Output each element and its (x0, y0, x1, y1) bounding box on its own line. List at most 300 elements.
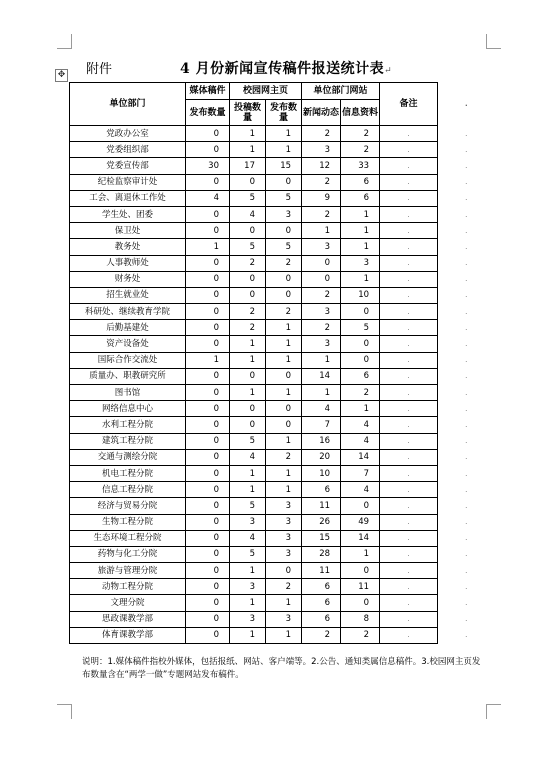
table-move-handle-icon[interactable]: ✥ (55, 69, 68, 82)
submit-count-cell: 17 (230, 158, 266, 174)
end-of-row-mark (438, 206, 495, 222)
unit-name-cell: 人事教师处 (70, 255, 186, 271)
info-count-cell: 2 (341, 126, 380, 142)
submit-count-cell: 0 (230, 368, 266, 384)
unit-name-cell: 信息工程分院 (70, 482, 186, 498)
submit-count-cell: 0 (230, 401, 266, 417)
media-count-cell: 0 (186, 320, 230, 336)
table-header-row (70, 83, 495, 100)
remark-cell (380, 498, 438, 514)
unit-name-cell: 经济与贸易分院 (70, 498, 186, 514)
remark-cell (380, 126, 438, 142)
publish-count-cell: 15 (266, 158, 302, 174)
cell-mark: . (465, 323, 468, 332)
cell-mark: . (407, 469, 410, 478)
end-of-row-mark (438, 498, 495, 514)
unit-name-cell: 党政办公室 (70, 126, 186, 142)
remark-cell (380, 546, 438, 562)
table-row (70, 546, 495, 562)
cell-mark: . (465, 145, 468, 154)
publish-count-cell: 5 (266, 239, 302, 255)
cell-mark: . (407, 582, 410, 591)
submit-count-cell: 2 (230, 255, 266, 271)
cell-mark: . (407, 437, 410, 446)
cell-mark: . (465, 340, 468, 349)
remark-cell (380, 530, 438, 546)
submit-count-cell: 1 (230, 627, 266, 643)
cell-mark: . (465, 518, 468, 527)
cell-mark: . (407, 453, 410, 462)
cell-mark: . (407, 615, 410, 624)
cell-mark: . (407, 372, 410, 381)
cell-mark: . (465, 161, 468, 170)
news-count-cell: 0 (302, 271, 341, 287)
end-of-row-mark (438, 271, 495, 287)
publish-count-cell: 0 (266, 401, 302, 417)
publish-count-cell: 3 (266, 546, 302, 562)
publish-count-cell: 1 (266, 126, 302, 142)
media-count-cell: 0 (186, 271, 230, 287)
submit-count-cell: 1 (230, 595, 266, 611)
end-of-row-mark (438, 255, 495, 271)
media-count-cell: 0 (186, 433, 230, 449)
end-of-row-mark (438, 530, 495, 546)
cell-mark: . (465, 259, 468, 268)
publish-count-cell: 1 (266, 433, 302, 449)
submit-count-cell: 1 (230, 465, 266, 481)
cell-mark: . (407, 226, 410, 235)
end-of-row-mark (438, 546, 495, 562)
news-count-cell: 10 (302, 465, 341, 481)
media-count-cell: 0 (186, 514, 230, 530)
news-count-cell: 1 (302, 223, 341, 239)
cell-mark: . (465, 631, 468, 640)
end-of-row-mark (438, 190, 495, 206)
unit-name-cell: 资产设备处 (70, 336, 186, 352)
submit-count-cell: 3 (230, 579, 266, 595)
unit-name-cell: 文理分院 (70, 595, 186, 611)
end-of-row-mark (438, 174, 495, 190)
info-count-cell: 33 (341, 158, 380, 174)
media-count-cell: 0 (186, 417, 230, 433)
media-count-cell: 0 (186, 336, 230, 352)
publish-count-cell: 1 (266, 627, 302, 643)
unit-name-cell: 动物工程分院 (70, 579, 186, 595)
remark-cell (380, 190, 438, 206)
cell-mark: . (465, 210, 468, 219)
submit-count-cell: 5 (230, 190, 266, 206)
submit-count-cell: 4 (230, 206, 266, 222)
end-of-row-mark (438, 385, 495, 401)
media-count-cell: 0 (186, 595, 230, 611)
info-count-cell: 5 (341, 320, 380, 336)
news-count-cell: 9 (302, 190, 341, 206)
remark-cell (380, 206, 438, 222)
cell-mark: . (407, 404, 410, 413)
info-count-cell: 4 (341, 433, 380, 449)
table-row (70, 579, 495, 595)
cell-mark: . (407, 550, 410, 559)
unit-name-cell: 生态环境工程分院 (70, 530, 186, 546)
remark-cell (380, 304, 438, 320)
info-count-cell: 14 (341, 530, 380, 546)
table-body (70, 126, 495, 644)
info-count-cell: 1 (341, 271, 380, 287)
info-count-cell: 1 (341, 401, 380, 417)
cell-mark: . (465, 226, 468, 235)
cell-mark: . (407, 631, 410, 640)
news-count-cell: 6 (302, 482, 341, 498)
submit-count-cell: 1 (230, 385, 266, 401)
submit-count-cell: 1 (230, 142, 266, 158)
table-row (70, 174, 495, 190)
info-count-cell: 1 (341, 546, 380, 562)
news-count-cell: 3 (302, 304, 341, 320)
media-count-cell: 0 (186, 126, 230, 142)
table-row (70, 563, 495, 579)
news-count-cell: 2 (302, 206, 341, 222)
unit-name-cell: 机电工程分院 (70, 465, 186, 481)
cell-mark: . (465, 129, 468, 138)
info-count-cell: 49 (341, 514, 380, 530)
news-count-cell: 11 (302, 498, 341, 514)
cell-mark: . (407, 161, 410, 170)
news-count-cell: 11 (302, 563, 341, 579)
publish-count-cell: 0 (266, 271, 302, 287)
cell-mark: . (407, 501, 410, 510)
media-count-cell: 0 (186, 546, 230, 562)
header-info: 信息资料 (341, 100, 380, 126)
unit-name-cell: 教务处 (70, 239, 186, 255)
cell-mark: . (407, 307, 410, 316)
footnote: 说明：1.媒体稿件指校外媒体，包括报纸、网站、客户端等。2.公告、通知类属信息稿件。3.校园网主页发布数量含在“两学一做”专题网站发布稿件。 (82, 657, 481, 680)
header-dept-site-group: 单位部门网站 (302, 83, 380, 100)
submit-count-cell: 1 (230, 352, 266, 368)
page-corner-mark-bottom-left (57, 704, 72, 719)
news-count-cell: 26 (302, 514, 341, 530)
submit-count-cell: 0 (230, 271, 266, 287)
cell-mark: . (407, 518, 410, 527)
media-count-cell: 0 (186, 530, 230, 546)
unit-name-cell: 党委组织部 (70, 142, 186, 158)
unit-name-cell: 党委宣传部 (70, 158, 186, 174)
info-count-cell: 6 (341, 174, 380, 190)
media-count-cell: 0 (186, 223, 230, 239)
end-of-row-mark (438, 401, 495, 417)
publish-count-cell: 0 (266, 417, 302, 433)
table-row (70, 627, 495, 643)
end-of-row-mark (438, 417, 495, 433)
publish-count-cell: 0 (266, 287, 302, 303)
cell-mark: . (464, 100, 468, 108)
submit-count-cell: 1 (230, 563, 266, 579)
news-count-cell: 14 (302, 368, 341, 384)
end-of-row-mark (438, 223, 495, 239)
cell-mark: . (465, 356, 468, 365)
table-row (70, 482, 495, 498)
publish-count-cell: 2 (266, 579, 302, 595)
info-count-cell: 2 (341, 627, 380, 643)
cell-mark: . (407, 242, 410, 251)
media-count-cell: 0 (186, 579, 230, 595)
publish-count-cell: 0 (266, 563, 302, 579)
media-count-cell: 0 (186, 304, 230, 320)
remark-cell (380, 352, 438, 368)
media-count-cell: 0 (186, 142, 230, 158)
remark-cell (380, 239, 438, 255)
cell-mark: . (407, 194, 410, 203)
info-count-cell: 0 (341, 563, 380, 579)
cell-mark: . (465, 469, 468, 478)
news-count-cell: 15 (302, 530, 341, 546)
publish-count-cell: 1 (266, 352, 302, 368)
info-count-cell: 10 (341, 287, 380, 303)
info-count-cell: 11 (341, 579, 380, 595)
news-count-cell: 2 (302, 320, 341, 336)
unit-name-cell: 学生处、团委 (70, 206, 186, 222)
cell-mark: . (465, 242, 468, 251)
remark-cell (380, 514, 438, 530)
header-publish-count: 发布数量 (266, 100, 302, 126)
cell-mark: . (465, 178, 468, 187)
submit-count-cell: 0 (230, 174, 266, 190)
info-count-cell: 1 (341, 223, 380, 239)
remark-cell (380, 271, 438, 287)
submit-count-cell: 5 (230, 433, 266, 449)
cell-mark: . (465, 615, 468, 624)
media-count-cell: 0 (186, 611, 230, 627)
unit-name-cell: 保卫处 (70, 223, 186, 239)
cell-mark: . (407, 566, 410, 575)
remark-cell (380, 627, 438, 643)
cell-mark: . (407, 178, 410, 187)
publish-count-cell: 2 (266, 449, 302, 465)
remark-cell (380, 449, 438, 465)
table-row (70, 287, 495, 303)
news-count-cell: 7 (302, 417, 341, 433)
remark-cell (380, 611, 438, 627)
publish-count-cell: 1 (266, 465, 302, 481)
media-count-cell: 0 (186, 498, 230, 514)
unit-name-cell: 药物与化工分院 (70, 546, 186, 562)
header-news: 新闻动态 (302, 100, 341, 126)
submit-count-cell: 3 (230, 611, 266, 627)
remark-cell (380, 433, 438, 449)
header-homepage-group: 校园网主页 (230, 83, 302, 100)
cell-mark: . (465, 485, 468, 494)
end-of-row-mark (438, 320, 495, 336)
unit-name-cell: 纪检监察审计处 (70, 174, 186, 190)
remark-cell (380, 336, 438, 352)
cell-mark: . (407, 340, 410, 349)
submit-count-cell: 4 (230, 449, 266, 465)
news-count-cell: 2 (302, 174, 341, 190)
unit-name-cell: 工会、离退休工作处 (70, 190, 186, 206)
news-count-cell: 3 (302, 336, 341, 352)
remark-cell (380, 465, 438, 481)
cell-mark: . (407, 129, 410, 138)
cell-mark: . (407, 275, 410, 284)
cell-mark: . (465, 388, 468, 397)
end-of-row-mark (438, 611, 495, 627)
header-media-count: 发布数量 (186, 100, 230, 126)
publish-count-cell: 2 (266, 304, 302, 320)
end-of-row-mark (438, 83, 495, 126)
news-count-cell: 1 (302, 385, 341, 401)
table-row (70, 239, 495, 255)
header-media-group: 媒体稿件 (186, 83, 230, 100)
publish-count-cell: 0 (266, 174, 302, 190)
unit-name-cell: 水利工程分院 (70, 417, 186, 433)
unit-name-cell: 国际合作交流处 (70, 352, 186, 368)
cell-mark: . (407, 291, 410, 300)
table-row (70, 336, 495, 352)
media-count-cell: 1 (186, 352, 230, 368)
table-row (70, 385, 495, 401)
paragraph-mark-icon: ↵ (384, 66, 393, 76)
news-count-cell: 12 (302, 158, 341, 174)
page-corner-mark-bottom-right (486, 704, 501, 719)
cell-mark: . (407, 356, 410, 365)
unit-name-cell: 建筑工程分院 (70, 433, 186, 449)
media-count-cell: 0 (186, 174, 230, 190)
unit-name-cell: 后勤基建处 (70, 320, 186, 336)
remark-cell (380, 401, 438, 417)
info-count-cell: 2 (341, 142, 380, 158)
unit-name-cell: 图书馆 (70, 385, 186, 401)
page-corner-mark-top-left (57, 34, 72, 49)
news-count-cell: 4 (302, 401, 341, 417)
media-count-cell: 0 (186, 563, 230, 579)
table-row (70, 595, 495, 611)
cell-mark: . (465, 566, 468, 575)
publish-count-cell: 0 (266, 368, 302, 384)
unit-name-cell: 体育课教学部 (70, 627, 186, 643)
info-count-cell: 8 (341, 611, 380, 627)
info-count-cell: 0 (341, 336, 380, 352)
submit-count-cell: 2 (230, 304, 266, 320)
end-of-row-mark (438, 514, 495, 530)
cell-mark: . (407, 599, 410, 608)
attachment-label: 附件 (86, 62, 113, 77)
end-of-row-mark (438, 368, 495, 384)
remark-cell (380, 158, 438, 174)
unit-name-cell: 科研处、继续教育学院 (70, 304, 186, 320)
table-row (70, 368, 495, 384)
publish-count-cell: 3 (266, 530, 302, 546)
publish-count-cell: 3 (266, 514, 302, 530)
submit-count-cell: 3 (230, 514, 266, 530)
table-row (70, 530, 495, 546)
cell-mark: . (465, 437, 468, 446)
table-row (70, 433, 495, 449)
publish-count-cell: 2 (266, 255, 302, 271)
submit-count-cell: 1 (230, 336, 266, 352)
media-count-cell: 0 (186, 449, 230, 465)
cell-mark: . (407, 485, 410, 494)
news-count-cell: 2 (302, 126, 341, 142)
cell-mark: . (465, 453, 468, 462)
news-count-cell: 16 (302, 433, 341, 449)
media-count-cell: 1 (186, 239, 230, 255)
table-row (70, 417, 495, 433)
info-count-cell: 7 (341, 465, 380, 481)
end-of-row-mark (438, 304, 495, 320)
cell-mark: . (465, 550, 468, 559)
table-row (70, 449, 495, 465)
end-of-row-mark (438, 158, 495, 174)
cell-mark: . (465, 291, 468, 300)
info-count-cell: 14 (341, 449, 380, 465)
table-row (70, 255, 495, 271)
remark-cell (380, 223, 438, 239)
info-count-cell: 3 (341, 255, 380, 271)
cell-mark: . (465, 599, 468, 608)
remark-cell (380, 142, 438, 158)
publish-count-cell: 3 (266, 498, 302, 514)
header-submit-count: 投稿数量 (230, 100, 266, 126)
news-count-cell: 6 (302, 579, 341, 595)
unit-name-cell: 网络信息中心 (70, 401, 186, 417)
table-row (70, 611, 495, 627)
submit-count-cell: 1 (230, 126, 266, 142)
page-title-text: 4 月份新闻宣传稿件报送统计表 (180, 61, 385, 77)
statistics-table (69, 82, 495, 644)
publish-count-cell: 1 (266, 142, 302, 158)
end-of-row-mark (438, 142, 495, 158)
remark-cell (380, 417, 438, 433)
remark-cell (380, 320, 438, 336)
media-count-cell: 0 (186, 368, 230, 384)
end-of-row-mark (438, 465, 495, 481)
publish-count-cell: 1 (266, 320, 302, 336)
table-row (70, 271, 495, 287)
remark-cell (380, 579, 438, 595)
unit-name-cell: 质量办、职教研究所 (70, 368, 186, 384)
unit-name-cell: 招生就业处 (70, 287, 186, 303)
info-count-cell: 4 (341, 482, 380, 498)
publish-count-cell: 3 (266, 611, 302, 627)
table-row (70, 126, 495, 142)
news-count-cell: 3 (302, 142, 341, 158)
info-count-cell: 2 (341, 385, 380, 401)
table-row (70, 158, 495, 174)
table-row (70, 142, 495, 158)
table-row (70, 206, 495, 222)
table-row (70, 223, 495, 239)
end-of-row-mark (438, 563, 495, 579)
remark-cell (380, 385, 438, 401)
media-count-cell: 30 (186, 158, 230, 174)
news-count-cell: 2 (302, 627, 341, 643)
end-of-row-mark (438, 239, 495, 255)
submit-count-cell: 2 (230, 320, 266, 336)
cell-mark: . (465, 404, 468, 413)
table-row (70, 514, 495, 530)
cell-mark: . (465, 501, 468, 510)
publish-count-cell: 1 (266, 336, 302, 352)
header-remark: 备注 (380, 83, 438, 126)
media-count-cell: 0 (186, 206, 230, 222)
submit-count-cell: 1 (230, 482, 266, 498)
submit-count-cell: 0 (230, 417, 266, 433)
remark-cell (380, 368, 438, 384)
remark-cell (380, 595, 438, 611)
news-count-cell: 3 (302, 239, 341, 255)
unit-name-cell: 财务处 (70, 271, 186, 287)
publish-count-cell: 1 (266, 595, 302, 611)
cell-mark: . (407, 323, 410, 332)
